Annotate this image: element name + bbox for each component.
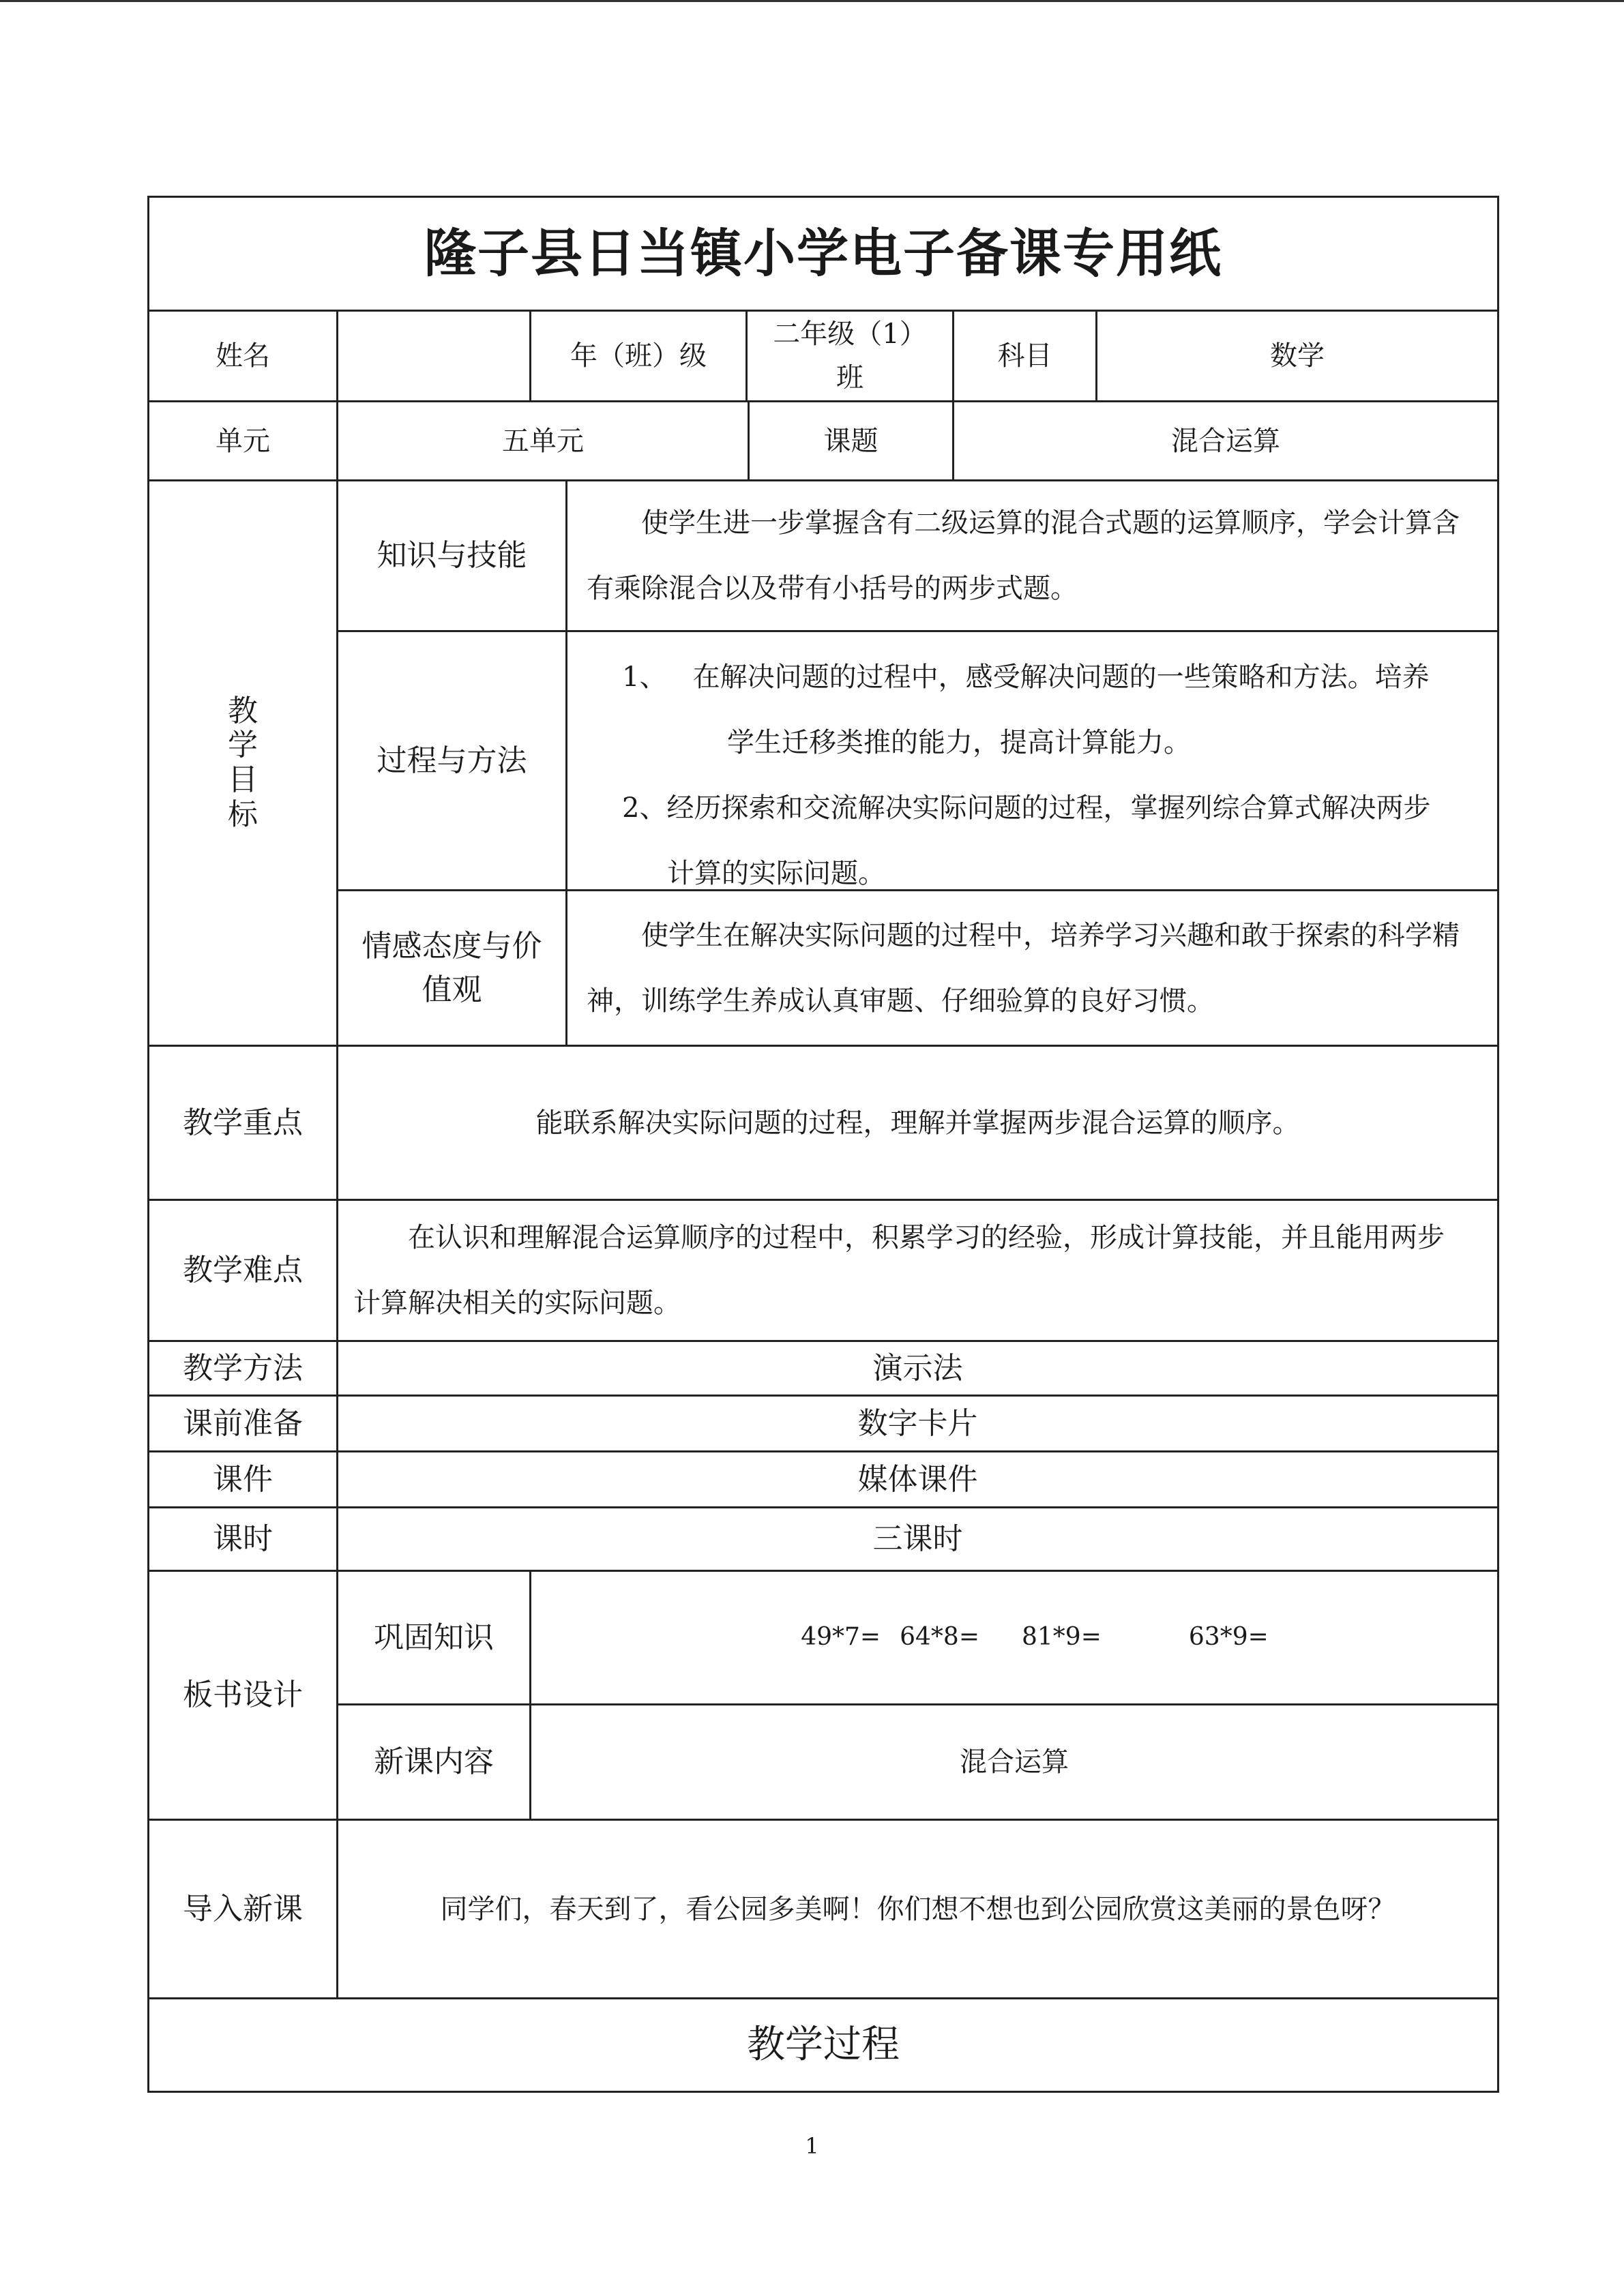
exercise-item: 49*7= — [801, 1623, 881, 1652]
grade-value — [745, 310, 954, 402]
new-content-label-text: 新课内容 — [374, 1744, 494, 1780]
name-label — [147, 310, 338, 402]
exercise-item: 64*8= — [900, 1623, 979, 1652]
objectives-label-char: 标 — [228, 796, 258, 832]
grade-label-text: 年（班）级 — [570, 340, 707, 372]
emotion-label-line2: 值观 — [422, 972, 482, 1007]
difficulty-label-text: 教学难点 — [183, 1253, 303, 1288]
process-item-1 — [622, 644, 1478, 710]
knowledge-label — [336, 479, 567, 632]
board-label-text: 板书设计 — [183, 1678, 303, 1713]
unit-value-text: 五单元 — [502, 425, 584, 457]
periods-value — [336, 1506, 1499, 1572]
objectives-label-char: 教 — [228, 693, 258, 728]
intro-label — [147, 1819, 338, 1999]
method-value — [336, 1340, 1499, 1397]
emotion-content — [565, 889, 1499, 1047]
lesson-plan-table — [147, 196, 1499, 2093]
process-item-2-line1: 2、经历探索和交流解决实际问题的过程，掌握列综合算式解决两步 — [622, 792, 1431, 824]
subject-value — [1095, 310, 1499, 402]
emotion-label-line1: 情感态度与价 — [361, 928, 542, 964]
key-point-content — [336, 1045, 1499, 1201]
method-value-text: 演示法 — [872, 1350, 963, 1386]
key-point-label — [147, 1045, 338, 1201]
exercise-item: 81*9= — [1022, 1623, 1102, 1652]
emotion-text: 使学生在解决实际问题的过程中，培养学习兴趣和敢于探索的科学精神，训练学生养成认真审题、仔细验算的良好习惯。 — [587, 919, 1460, 1017]
document-title — [147, 196, 1499, 312]
process-item-2-line2: 计算的实际问题。 — [667, 858, 885, 889]
teaching-process-heading — [147, 1997, 1499, 2093]
knowledge-text: 使学生进一步掌握含有二级运算的混合式题的运算顺序，学会计算含有乘除混合以及带有小括号的两步式题。 — [587, 507, 1460, 604]
intro-label-text: 导入新课 — [183, 1891, 303, 1926]
periods-label-text: 课时 — [213, 1521, 273, 1557]
review-label — [336, 1570, 531, 1705]
process-item-1-line2: 学生迁移类推的能力，提高计算能力。 — [727, 727, 1191, 758]
review-label-text: 巩固知识 — [374, 1620, 494, 1655]
courseware-value — [336, 1450, 1499, 1508]
courseware-label-text: 课件 — [213, 1461, 273, 1497]
name-label-text: 姓名 — [216, 340, 270, 372]
document-title-text: 隆子县日当镇小学电子备课专用纸 — [424, 222, 1222, 284]
unit-label — [147, 400, 338, 481]
page-top-border — [0, 0, 1624, 2]
preparation-value-text: 数字卡片 — [857, 1405, 978, 1441]
process-method-content — [565, 630, 1499, 891]
new-content-value — [529, 1703, 1499, 1821]
courseware-label — [147, 1450, 338, 1508]
name-value[interactable] — [336, 310, 531, 402]
difficulty-text: 在认识和理解混合运算顺序的过程中，积累学习的经验，形成计算技能，并且能用两步计算解决相关的实际问题。 — [353, 1222, 1445, 1319]
objectives-label — [147, 479, 338, 1047]
periods-value-text: 三课时 — [872, 1521, 963, 1557]
exercise-item: 63*9= — [1188, 1623, 1269, 1652]
topic-label-text: 课题 — [823, 425, 879, 457]
preparation-label-text: 课前准备 — [183, 1405, 303, 1441]
subject-label — [952, 310, 1097, 402]
emotion-label — [336, 889, 567, 1047]
process-item-1-number: 1、 — [622, 661, 667, 693]
page-number: 1 — [805, 2133, 819, 2159]
unit-value — [336, 400, 750, 481]
topic-label — [748, 400, 954, 481]
key-point-text: 能联系解决实际问题的过程，理解并掌握两步混合运算的顺序。 — [535, 1107, 1300, 1139]
preparation-value — [336, 1395, 1499, 1452]
key-point-label-text: 教学重点 — [183, 1105, 303, 1140]
grade-value-line1: 二年级（1） — [773, 318, 927, 350]
new-content-value-text: 混合运算 — [960, 1746, 1069, 1778]
objectives-label-char: 学 — [228, 728, 258, 763]
intro-text: 同学们，春天到了，看公园多美啊！你们想不想也到公园欣赏这美丽的景色呀？ — [440, 1893, 1396, 1925]
periods-label — [147, 1506, 338, 1572]
grade-value-line2: 班 — [836, 362, 863, 393]
preparation-label — [147, 1395, 338, 1452]
unit-label-text: 单元 — [216, 425, 270, 457]
subject-value-text: 数学 — [1270, 340, 1325, 372]
difficulty-content — [336, 1199, 1499, 1342]
review-exercises — [529, 1570, 1499, 1705]
knowledge-label-text: 知识与技能 — [377, 538, 527, 573]
knowledge-content — [565, 479, 1499, 632]
intro-content — [336, 1819, 1499, 1999]
teaching-process-heading-text: 教学过程 — [747, 2023, 900, 2068]
grade-label — [529, 310, 748, 402]
courseware-value-text: 媒体课件 — [857, 1461, 978, 1497]
process-method-label — [336, 630, 567, 891]
subject-label-text: 科目 — [997, 340, 1052, 372]
method-label-text: 教学方法 — [183, 1350, 303, 1386]
difficulty-label — [147, 1199, 338, 1342]
topic-value — [952, 400, 1499, 481]
board-label — [147, 1570, 338, 1821]
topic-value-text: 混合运算 — [1171, 425, 1280, 457]
process-method-label-text: 过程与方法 — [377, 743, 527, 778]
objectives-label-char: 目 — [228, 762, 258, 797]
method-label — [147, 1340, 338, 1397]
new-content-label — [336, 1703, 531, 1821]
process-item-1-line1: 在解决问题的过程中，感受解决问题的一些策略和方法。培养 — [692, 661, 1430, 693]
